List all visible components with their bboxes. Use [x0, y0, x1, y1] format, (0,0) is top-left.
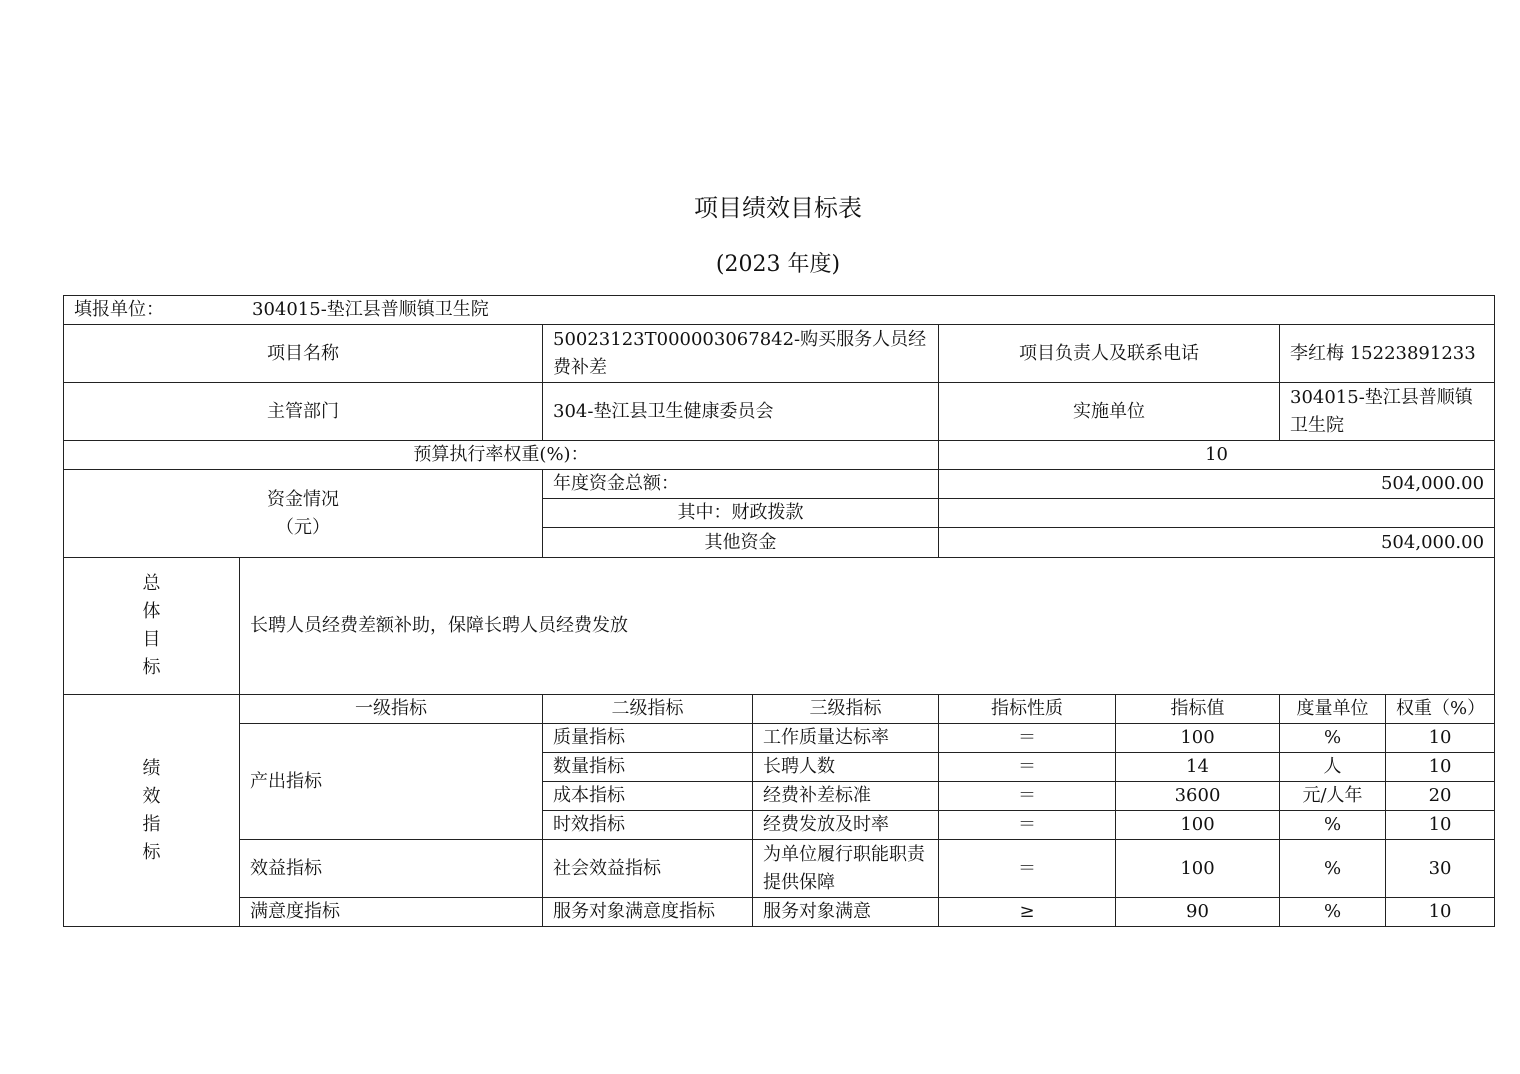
indicator-row	[64, 840, 1495, 898]
header-level2: 二级指标	[543, 695, 753, 724]
header-weight: 权重（%）	[1386, 695, 1495, 724]
indicator-level2: 服务对象满意度指标	[543, 898, 753, 927]
indicator-level3: 工作质量达标率	[753, 724, 939, 753]
indicator-nature: ＝	[939, 840, 1116, 898]
indicator-unit: 人	[1280, 753, 1386, 782]
indicator-weight: 10	[1386, 753, 1495, 782]
header-unit: 度量单位	[1280, 695, 1386, 724]
indicator-value: 90	[1116, 898, 1280, 927]
indicator-unit: %	[1280, 724, 1386, 753]
indicator-value: 100	[1116, 840, 1280, 898]
project-name-row	[64, 325, 1495, 383]
indicators-label-char: 指	[142, 813, 161, 835]
indicator-row	[64, 724, 1495, 753]
funds-other-label: 其他资金	[543, 528, 939, 558]
funds-label-main: 资金情况	[267, 488, 339, 510]
indicators-label-char: 效	[142, 785, 161, 807]
department-label: 主管部门	[64, 383, 543, 441]
indicator-level3: 经费发放及时率	[753, 811, 939, 840]
budget-weight-row	[64, 441, 1495, 470]
implementing-unit-value: 304015-垫江县普顺镇卫生院	[1280, 383, 1495, 441]
group-output: 产出指标	[240, 724, 543, 840]
indicator-nature: ＝	[939, 753, 1116, 782]
reporting-unit-cell	[64, 296, 1495, 325]
indicators-label-char: 标	[142, 841, 161, 863]
reporting-unit-label: 填报单位：	[74, 299, 164, 320]
indicator-level2: 数量指标	[543, 753, 753, 782]
indicators-label	[64, 695, 240, 927]
indicator-weight: 20	[1386, 782, 1495, 811]
indicator-row	[64, 898, 1495, 927]
overall-goal-label-char: 目	[142, 629, 161, 650]
indicator-value: 14	[1116, 753, 1280, 782]
indicator-unit: %	[1280, 898, 1386, 927]
indicator-nature: ≥	[939, 898, 1116, 927]
indicator-nature: ＝	[939, 724, 1116, 753]
indicator-unit: %	[1280, 811, 1386, 840]
header-value: 指标值	[1116, 695, 1280, 724]
funds-other-value: 504,000.00	[939, 528, 1495, 558]
department-row	[64, 383, 1495, 441]
performance-target-table	[63, 295, 1495, 927]
indicator-header-row	[64, 695, 1495, 724]
group-benefit: 效益指标	[240, 840, 543, 898]
budget-weight-value: 10	[939, 441, 1495, 470]
funds-label	[64, 470, 543, 558]
indicator-nature: ＝	[939, 811, 1116, 840]
indicator-nature: ＝	[939, 782, 1116, 811]
indicator-weight: 10	[1386, 811, 1495, 840]
indicator-weight: 10	[1386, 724, 1495, 753]
overall-goal-label-char: 标	[142, 657, 161, 678]
department-value: 304-垫江县卫生健康委员会	[543, 383, 939, 441]
indicator-level2: 社会效益指标	[543, 840, 753, 898]
overall-goal-label-char: 总	[142, 573, 161, 594]
funds-fiscal-label: 其中：财政拨款	[543, 499, 939, 528]
reporting-unit-row	[64, 296, 1495, 325]
header-level3: 三级指标	[753, 695, 939, 724]
funds-total-row	[64, 470, 1495, 499]
indicator-level3: 为单位履行职能职责提供保障	[753, 840, 939, 898]
indicator-level3: 服务对象满意	[753, 898, 939, 927]
project-name-label: 项目名称	[64, 325, 543, 383]
header-nature: 指标性质	[939, 695, 1116, 724]
indicator-level2: 成本指标	[543, 782, 753, 811]
indicator-unit: %	[1280, 840, 1386, 898]
funds-total-label: 年度资金总额：	[543, 470, 939, 499]
funds-total-value: 504,000.00	[939, 470, 1495, 499]
indicator-value: 100	[1116, 724, 1280, 753]
overall-goal-label	[64, 558, 240, 695]
funds-label-unit: （元）	[276, 516, 330, 538]
reporting-unit-value: 304015-垫江县普顺镇卫生院	[252, 299, 489, 320]
project-name-value: 50023123T000003067842-购买服务人员经费补差	[543, 325, 939, 383]
overall-goal-row	[64, 558, 1495, 695]
project-contact-value: 李红梅 15223891233	[1280, 325, 1495, 383]
indicator-value: 100	[1116, 811, 1280, 840]
header-level1: 一级指标	[240, 695, 543, 724]
overall-goal-text: 长聘人员经费差额补助，保障长聘人员经费发放	[240, 558, 1495, 695]
group-satisfaction: 满意度指标	[240, 898, 543, 927]
implementing-unit-label: 实施单位	[939, 383, 1280, 441]
indicator-level3: 经费补差标准	[753, 782, 939, 811]
indicator-level2: 时效指标	[543, 811, 753, 840]
indicator-level2: 质量指标	[543, 724, 753, 753]
page-subtitle: (2023 年度)	[715, 252, 841, 277]
budget-weight-label: 预算执行率权重(%)：	[64, 441, 939, 470]
indicator-unit: 元/人年	[1280, 782, 1386, 811]
indicator-value: 3600	[1116, 782, 1280, 811]
indicator-level3: 长聘人数	[753, 753, 939, 782]
overall-goal-label-char: 体	[142, 601, 161, 622]
indicators-label-char: 绩	[142, 757, 161, 779]
indicator-weight: 10	[1386, 898, 1495, 927]
funds-fiscal-value	[939, 499, 1495, 528]
indicator-weight: 30	[1386, 840, 1495, 898]
page-title: 项目绩效目标表	[694, 194, 862, 222]
project-contact-label: 项目负责人及联系电话	[939, 325, 1280, 383]
